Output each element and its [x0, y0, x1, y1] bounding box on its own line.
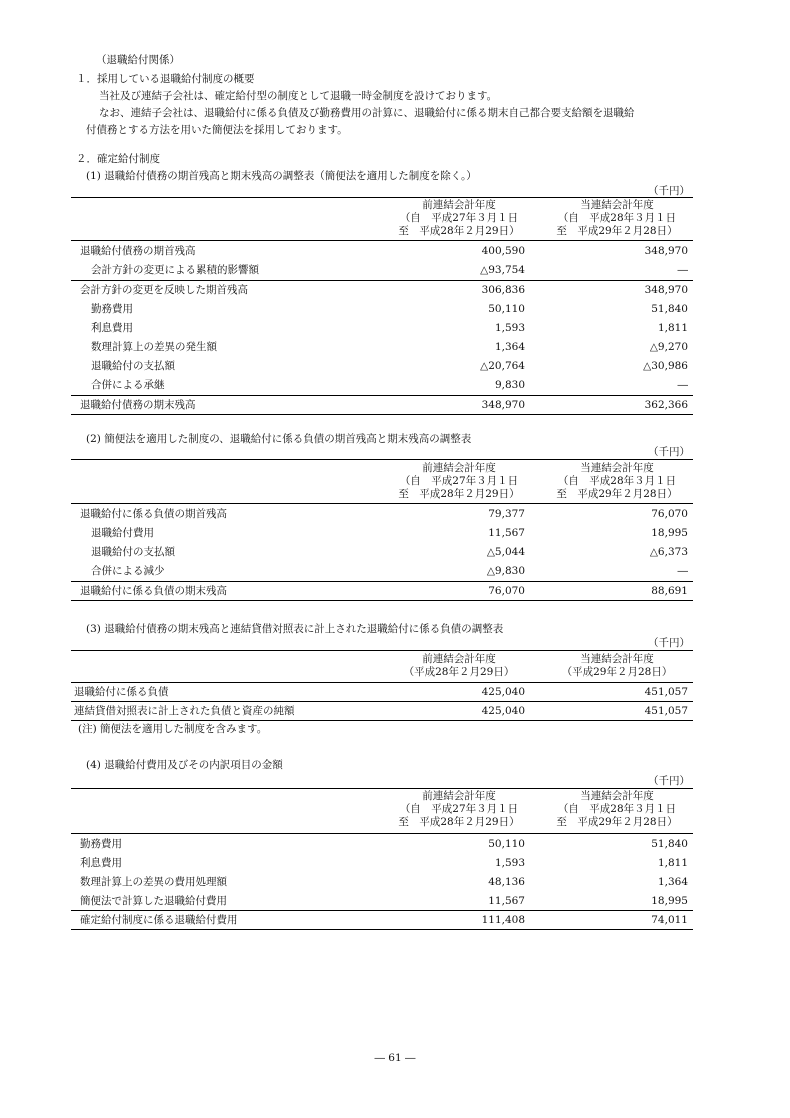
table-3-unit: （千円）: [648, 637, 690, 649]
table-row: 確定給付制度に係る退職給付費用 111,408 74,011: [80, 914, 688, 926]
table-row: 合併による減少 △9,830 ―: [91, 565, 688, 577]
table-2-unit: （千円）: [648, 446, 690, 458]
section-heading: （退職給付関係）: [96, 54, 180, 66]
table-3-top-rule: [71, 650, 693, 651]
table-3-note: (注) 簡便法を適用した制度を含みます。: [78, 723, 268, 735]
table-4-header-cur: 当連結会計年度 （自 平成28年３月１日 至 平成29年２月28日）: [556, 790, 678, 828]
table-row: 退職給付の支払額 △5,044 △6,373: [91, 546, 688, 558]
table-4-caption: (4) 退職給付費用及びその内訳項目の金額: [86, 759, 283, 771]
table-row: 連結貸借対照表に計上された負債と資産の純額 425,040 451,057: [74, 705, 688, 717]
table-row: 退職給付に係る負債の期末残高 76,070 88,691: [80, 585, 688, 597]
table-3-bottom-rule: [71, 720, 693, 721]
table-row: 簡便法で計算した退職給付費用 11,567 18,995: [80, 895, 688, 907]
table-1-top-rule: [71, 197, 693, 198]
table-1-unit: （千円）: [648, 185, 690, 197]
table-2-header-cur: 当連結会計年度 （自 平成28年３月１日 至 平成29年２月28日）: [556, 462, 678, 500]
table-row: 会計方針の変更による累積的影響額 △93,754 ―: [91, 264, 688, 276]
table-4-unit: （千円）: [648, 775, 690, 787]
table-2-header-prev: 前連結会計年度 （自 平成27年３月１日 至 平成28年２月29日）: [398, 462, 520, 500]
section-2-title: ２．確定給付制度: [76, 153, 160, 165]
table-4-bottom-rule: [71, 929, 693, 930]
table-2-header-rule: [71, 503, 693, 504]
table-2-caption: (2) 簡便法を適用した制度の、退職給付に係る負債の期首残高と期末残高の調整表: [86, 433, 472, 445]
section-1-paragraph-2b: 付債務とする方法を用いた簡便法を採用しております。: [86, 124, 348, 136]
table-2-top-rule: [71, 459, 693, 460]
table-row: 退職給付に係る負債の期首残高 79,377 76,070: [80, 508, 688, 520]
table-4-header-prev: 前連結会計年度 （自 平成27年３月１日 至 平成28年２月29日）: [398, 790, 520, 828]
table-1-header-prev: 前連結会計年度 （自 平成27年３月１日 至 平成28年２月29日）: [398, 199, 520, 237]
table-row: 勤務費用 50,110 51,840: [91, 303, 688, 315]
table-4-top-rule: [71, 788, 693, 789]
table-1-header-cur: 当連結会計年度 （自 平成28年３月１日 至 平成29年２月28日）: [556, 199, 678, 237]
table-row: 利息費用 1,593 1,811: [91, 322, 688, 334]
table-1-header-rule: [71, 240, 693, 241]
section-1-paragraph-1: 当社及び連結子会社は、確定給付型の制度として退職一時金制度を設けております。: [99, 90, 498, 102]
table-3-caption: (3) 退職給付債務の期末残高と連結貸借対照表に計上された退職給付に係る負債の調整表: [86, 623, 504, 635]
table-3-header-cur: 当連結会計年度 （平成29年２月28日）: [561, 653, 673, 678]
table-1-caption: (1) 退職給付債務の期首残高と期末残高の調整表（簡便法を適用した制度を除く。）: [86, 170, 477, 182]
table-3-header-prev: 前連結会計年度 （平成28年２月29日）: [403, 653, 515, 678]
table-row: 退職給付に係る負債 425,040 451,057: [74, 686, 688, 698]
table-row: 退職給付の支払額 △20,764 △30,986: [91, 360, 688, 372]
table-2-bottom-rule: [71, 600, 693, 601]
table-row: 退職給付債務の期末残高 348,970 362,366: [80, 399, 688, 411]
page-number: ― 61 ―: [374, 1052, 416, 1064]
table-row: 利息費用 1,593 1,811: [80, 857, 688, 869]
table-row: 退職給付債務の期首残高 400,590 348,970: [80, 245, 688, 257]
table-row: 会計方針の変更を反映した期首残高 306,836 348,970: [80, 284, 688, 296]
table-row: 退職給付費用 11,567 18,995: [91, 527, 688, 539]
table-row: 合併による承継 9,830 ―: [91, 379, 688, 391]
section-1-title: １．採用している退職給付制度の概要: [76, 73, 255, 85]
section-1-paragraph-2a: なお、連結子会社は、退職給付に係る負債及び勤務費用の計算に、退職給付に係る期末自己都合要支給額を退職給: [99, 107, 635, 119]
table-row: 数理計算上の差異の費用処理額 48,136 1,364: [80, 876, 688, 888]
table-row: 数理計算上の差異の発生額 1,364 △9,270: [91, 341, 688, 353]
table-1-bottom-rule: [71, 414, 693, 415]
table-row: 勤務費用 50,110 51,840: [80, 838, 688, 850]
table-4-header-rule: [71, 833, 693, 834]
